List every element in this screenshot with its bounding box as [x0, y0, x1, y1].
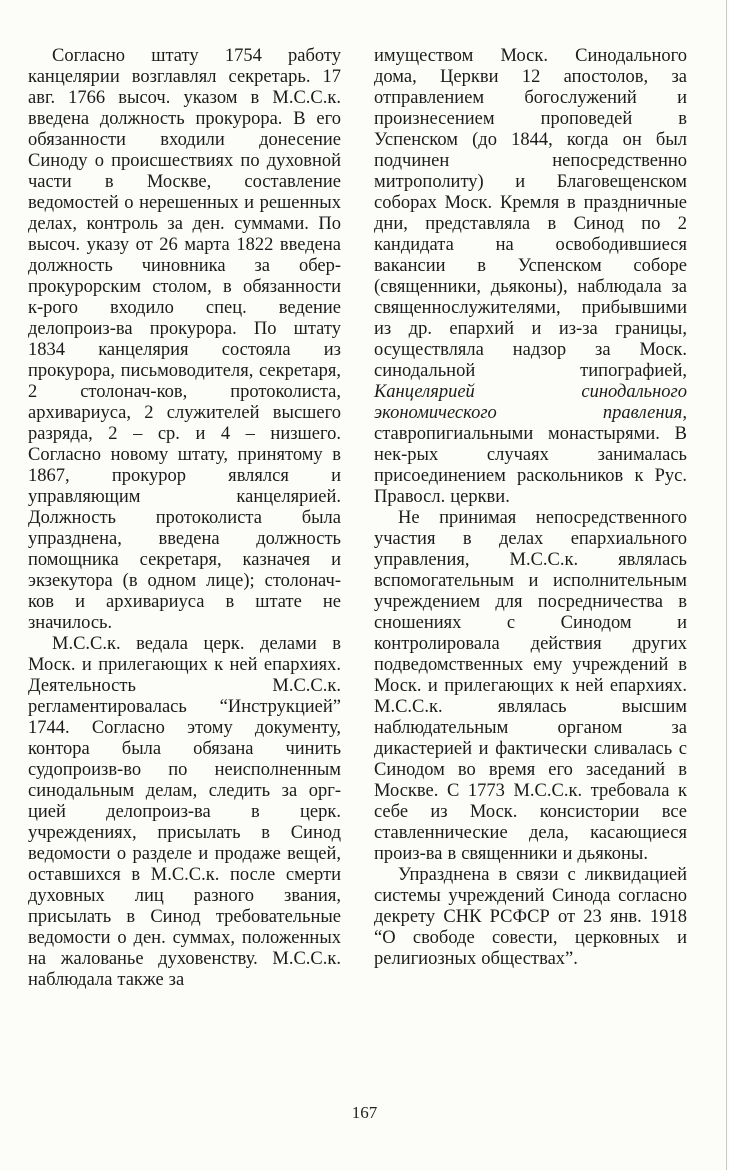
left-column	[28, 46, 341, 991]
body-text: Упразднена в связи с ликвидацией системы учреждений Синода согласно декрету СНК РСФСР от 23 янв. 1918 “О свободе совести, церковных и религиозных обществах”.	[374, 865, 687, 969]
body-text: Согласно штату 1754 работу канцелярии возглавлял секретарь. 17 авг. 1766 высоч. указом в М.С.С.к. введена должность прокурора. В его обязанности входили донесение Синоду о происшествиях по духовной части в Москве, составление ведомостей о нерешенных и решенных делах, контроль за ден. суммами. По высоч. указу от 26 марта 1822 введена должность чиновника за обер-прокурорским столом, в обязанности к-рого входило спец. ведение делопроиз-ва прокурора. По штату 1834 канцелярия состояла из прокурора, письмоводителя, секретаря, 2 столонач-ков, протоколиста, архивариуса, 2 служителей высшего разряда, 2 – ср. и 4 – низшего. Согласно новому штату, принятому в 1867, прокурор являлся и управляющим канцелярией. Должность протоколиста была упразднена, введена должность помощника секретаря, казначея и экзекутора (в одном лице); столонач-ков и архивариуса в штате не значилось.	[28, 46, 341, 633]
page-number: 167	[351, 1103, 378, 1122]
body-text: М.С.С.к. ведала церк. делами в Моск. и прилегающих к ней епархиях. Деятельность М.С.С.к. регламентировалась “Инструкцией” 1744. Согласно этому документу, контора была обязана чинить судопроизв-во по неисполненным синодальным делам, следить за орг-цией делопроиз-ва в церк. учреждениях, присылать в Синод ведомости о разделе и продаже вещей, оставшихся в М.С.С.к. после смерти духовных лиц разного звания, присылать в Синод требовательные ведомости о ден. суммах, положенных на жалованье духовенству. М.С.С.к. наблюдала также за	[28, 634, 341, 990]
body-text: ставропигиальными монастырями. В нек-рых случаях занималась присоединением раскольников к Рус. Правосл. церкви.	[374, 424, 687, 507]
right-column	[374, 46, 687, 991]
text-columns	[28, 46, 688, 991]
body-text: Не принимая непосредственного участия в делах епархиального управления, М.С.С.к. являлась вспомогательным и исполнительным учреждением для посредничества в сношениях с Синодом и контролировала действия других подведомственных ему учреждений в Моск. и прилегающих к ней епархиях. М.С.С.к. являлась высшим наблюдательным органом за дикастерией и фактически сливалась с Синодом во время его заседаний в Москве. С 1773 М.С.С.к. требовала к себе из Моск. консистории все ставленнические дела, касающиеся произ-ва в священники и дьяконы.	[374, 508, 687, 864]
paragraph	[374, 865, 687, 970]
paragraph	[28, 46, 341, 634]
paragraph	[374, 46, 687, 508]
paragraph	[374, 508, 687, 865]
italic-text: Канцелярией синодального экономического правления,	[374, 382, 687, 423]
body-text: имуществом Моск. Синодального дома, Церкви 12 апостолов, за отправлением богослужений и произнесением проповедей в Успенском (до 1844, когда он был подчинен непосредственно митрополиту) и Благовещенском соборах Моск. Кремля в праздничные дни, представляла в Синод по 2 кандидата на освободившиеся вакансии в Успенском соборе (священники, дьяконы), наблюдала за священнослужителями, прибывшими из др. епархий и из-за границы, осуществляла надзор за Моск. синодальной типографией,	[374, 46, 687, 381]
scan-edge-line	[726, 0, 727, 1170]
paragraph	[28, 634, 341, 991]
